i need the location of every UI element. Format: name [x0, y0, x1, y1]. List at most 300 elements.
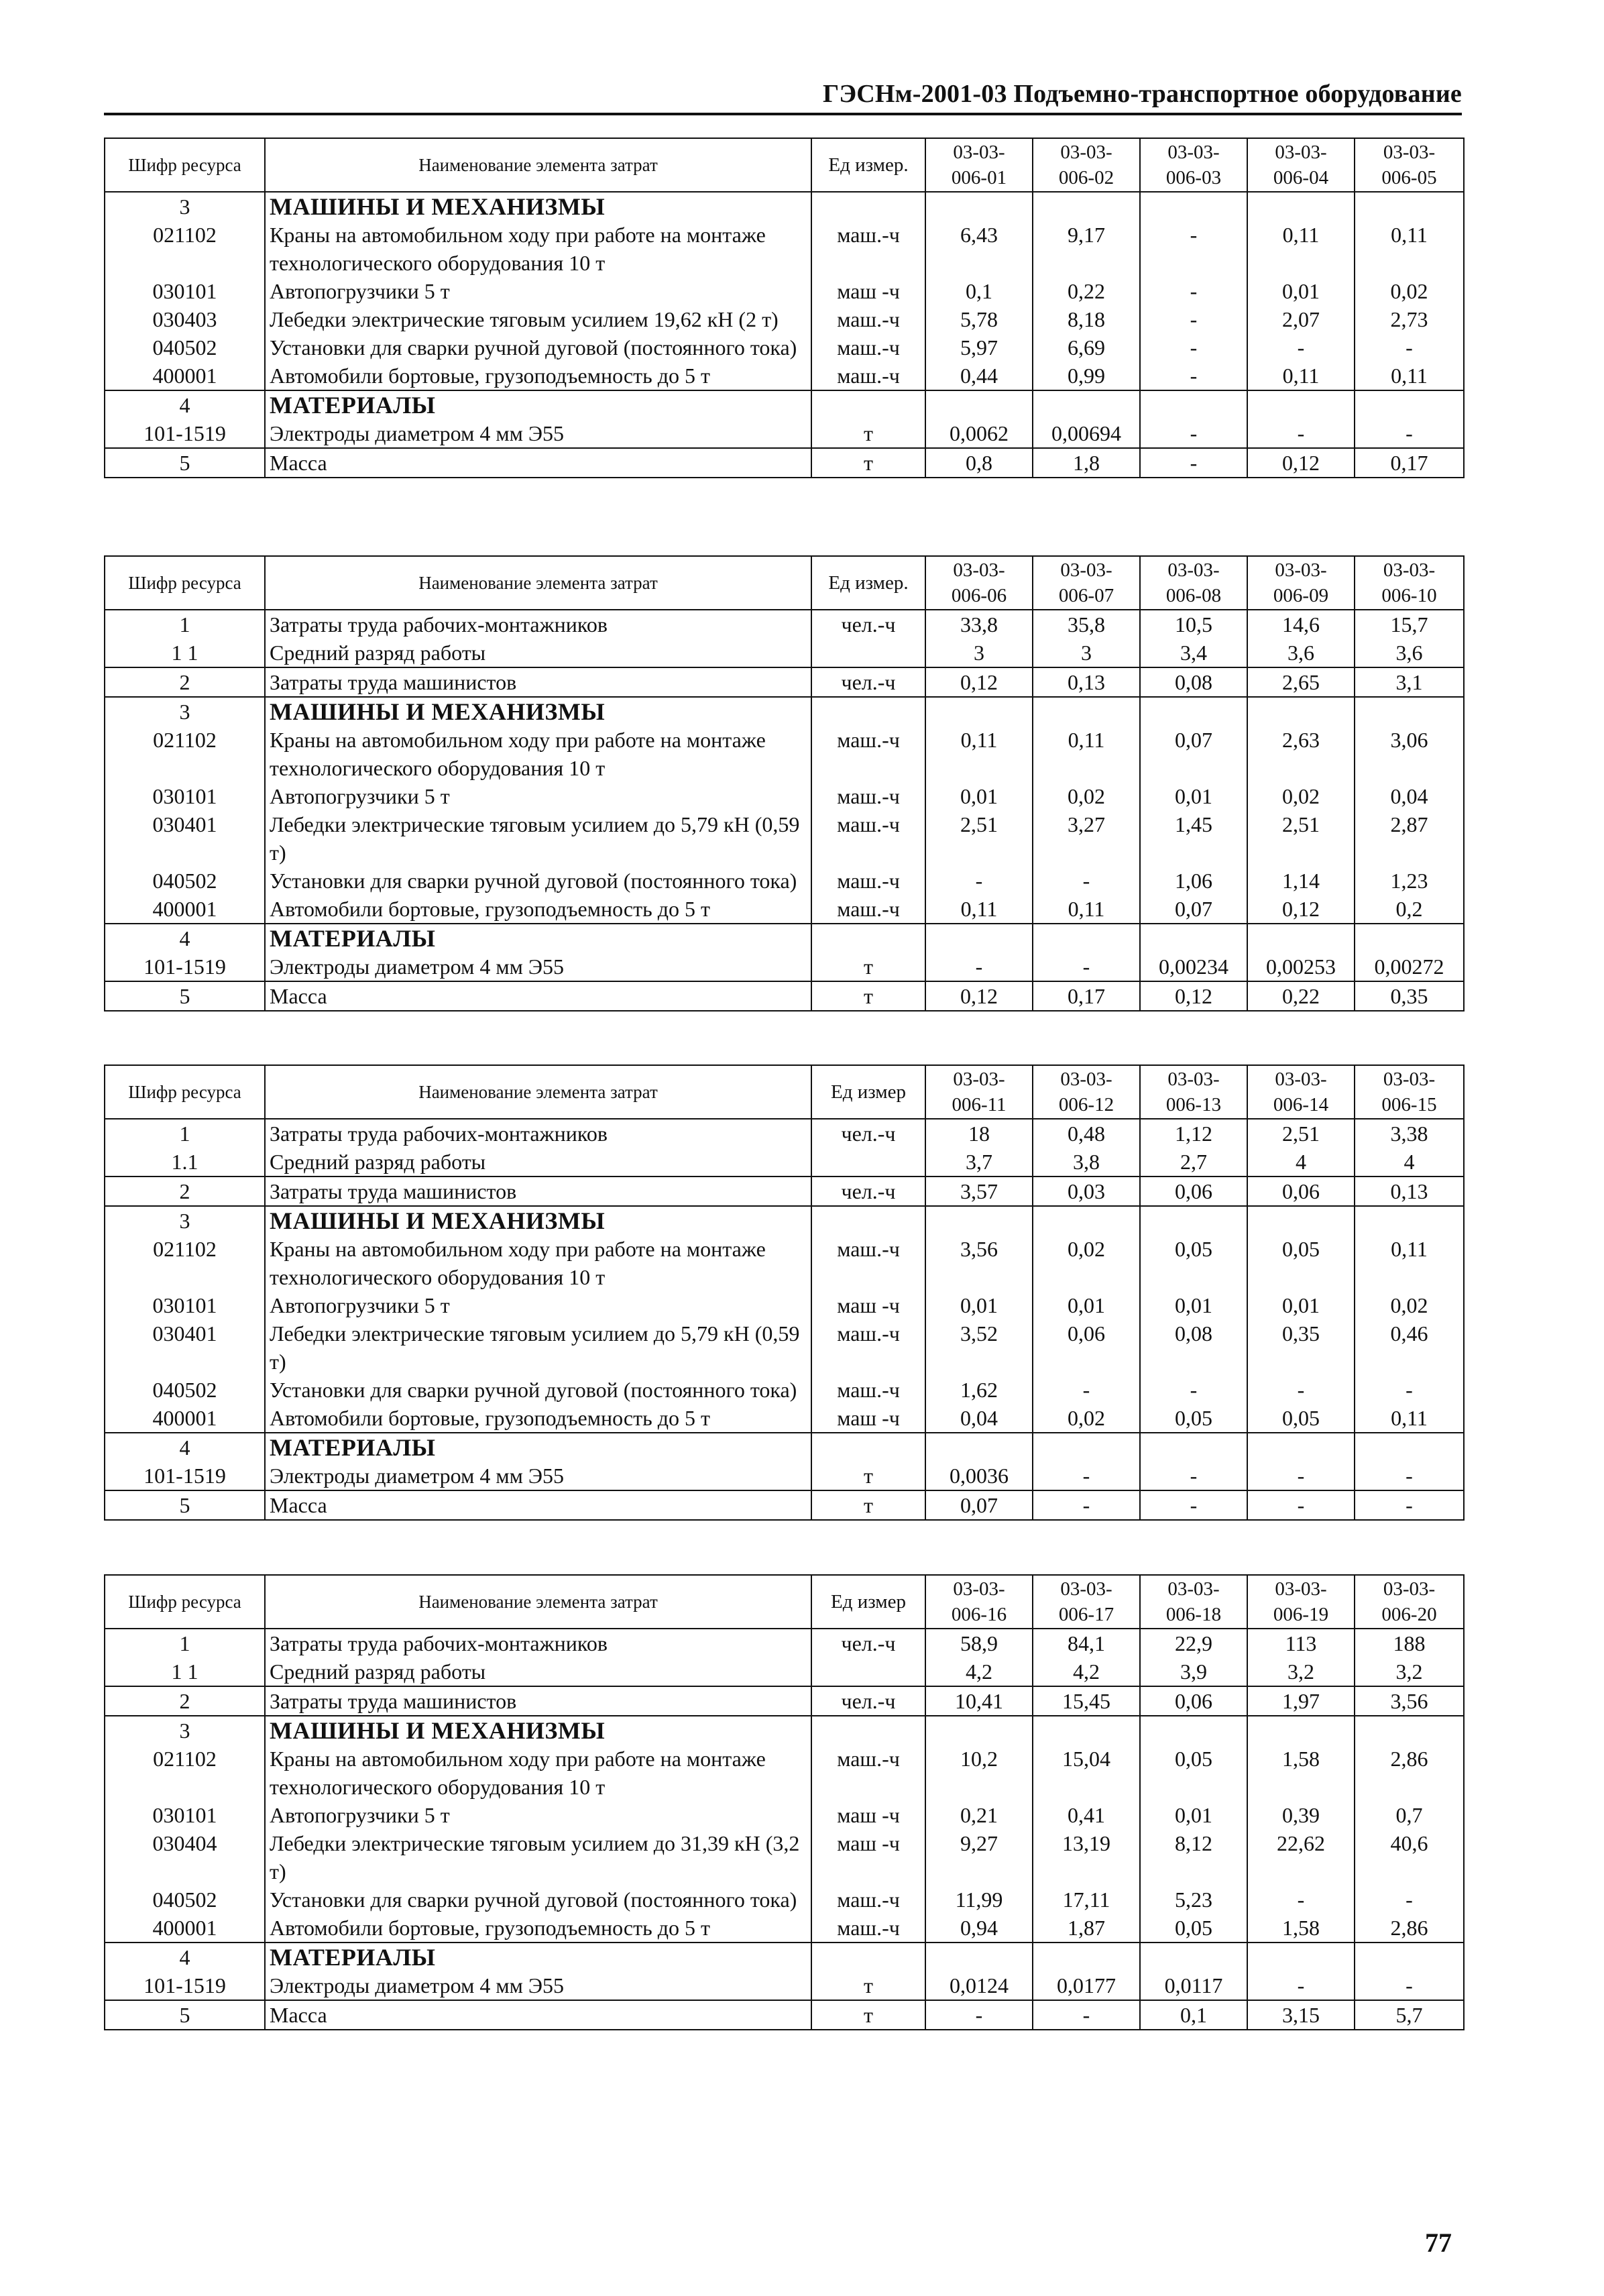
- column-header-norm: 03-03- 006-06: [925, 556, 1033, 610]
- value-cell: [1140, 1943, 1247, 1971]
- table-row: [105, 1657, 1464, 1686]
- table-row: [105, 1490, 1464, 1520]
- value-cell: 0,02: [1355, 1291, 1464, 1319]
- value-cell: 17,11: [1033, 1885, 1140, 1914]
- value-cell: 0,99: [1033, 362, 1140, 390]
- value-cell: 0,00234: [1140, 952, 1247, 981]
- value-cell: 0,17: [1033, 981, 1140, 1011]
- column-header-name: Наименование элемента затрат: [265, 1575, 811, 1629]
- resource-code: 4: [105, 924, 265, 952]
- value-cell: 0,02: [1033, 1235, 1140, 1291]
- value-cell: 0,0062: [925, 419, 1033, 448]
- resource-code: 030401: [105, 810, 265, 867]
- value-cell: 0,05: [1247, 1404, 1355, 1433]
- value-cell: 0,41: [1033, 1801, 1140, 1829]
- value-cell: 11,99: [925, 1885, 1033, 1914]
- resource-code: 040502: [105, 867, 265, 895]
- table-row: [105, 639, 1464, 667]
- resource-table-2: [104, 555, 1465, 1012]
- table-row: [105, 1801, 1464, 1829]
- resource-code: 101-1519: [105, 1971, 265, 2000]
- value-cell: [1355, 1716, 1464, 1745]
- resource-code: 030403: [105, 305, 265, 333]
- resource-code: 2: [105, 667, 265, 697]
- value-cell: [1355, 192, 1464, 221]
- value-cell: 15,7: [1355, 610, 1464, 639]
- table-row: [105, 1177, 1464, 1206]
- unit-cell: т: [811, 1490, 925, 1520]
- value-cell: -: [1033, 1376, 1140, 1404]
- section-row: [105, 390, 1464, 419]
- resource-code: 030101: [105, 277, 265, 305]
- table-row: [105, 1829, 1464, 1885]
- value-cell: [1247, 924, 1355, 952]
- value-cell: 33,8: [925, 610, 1033, 639]
- unit-cell: маш -ч: [811, 1801, 925, 1829]
- value-cell: 0,7: [1355, 1801, 1464, 1829]
- resource-code: 400001: [105, 362, 265, 390]
- value-cell: 4,2: [1033, 1657, 1140, 1686]
- resource-code: 021102: [105, 1745, 265, 1801]
- column-header-unit: Ед измер: [811, 1065, 925, 1119]
- value-cell: 0,13: [1355, 1177, 1464, 1206]
- cost-element-name: МАТЕРИАЛЫ: [265, 390, 811, 419]
- value-cell: 3,38: [1355, 1119, 1464, 1148]
- section-row: [105, 1943, 1464, 1971]
- cost-element-name: Автомобили бортовые, грузоподъемность до 5 т: [265, 895, 811, 924]
- column-header-name: Наименование элемента затрат: [265, 138, 811, 192]
- value-cell: 0,06: [1247, 1177, 1355, 1206]
- value-cell: [1355, 924, 1464, 952]
- resource-code: 1: [105, 1629, 265, 1657]
- value-cell: [1355, 1206, 1464, 1235]
- column-header-norm: 03-03- 006-11: [925, 1065, 1033, 1119]
- value-cell: 84,1: [1033, 1629, 1140, 1657]
- unit-cell: [811, 697, 925, 726]
- table-row: [105, 1291, 1464, 1319]
- value-cell: -: [1247, 419, 1355, 448]
- value-cell: 58,9: [925, 1629, 1033, 1657]
- cost-element-name: Лебедки электрические тяговым усилием до 5,79 кН (0,59 т): [265, 1319, 811, 1376]
- value-cell: -: [1247, 1971, 1355, 2000]
- value-cell: [1247, 1943, 1355, 1971]
- unit-cell: маш -ч: [811, 1404, 925, 1433]
- unit-cell: маш.-ч: [811, 1376, 925, 1404]
- cost-element-name: Лебедки электрические тяговым усилием 19,62 кН (2 т): [265, 305, 811, 333]
- value-cell: -: [1247, 1462, 1355, 1490]
- table-row: [105, 1629, 1464, 1657]
- value-cell: 0,12: [925, 667, 1033, 697]
- resource-code: 1: [105, 1119, 265, 1148]
- table-row: [105, 1745, 1464, 1801]
- value-cell: 1,8: [1033, 448, 1140, 478]
- value-cell: [925, 1943, 1033, 1971]
- value-cell: 0,05: [1140, 1745, 1247, 1801]
- unit-cell: чел.-ч: [811, 667, 925, 697]
- resource-code: 101-1519: [105, 1462, 265, 1490]
- value-cell: 0,01: [925, 1291, 1033, 1319]
- cost-element-name: Электроды диаметром 4 мм Э55: [265, 1462, 811, 1490]
- resource-code: 021102: [105, 726, 265, 782]
- value-cell: 0,05: [1140, 1404, 1247, 1433]
- column-header-norm: 03-03- 006-16: [925, 1575, 1033, 1629]
- resource-code: 4: [105, 390, 265, 419]
- resource-table-1: [104, 138, 1465, 478]
- unit-cell: маш -ч: [811, 277, 925, 305]
- unit-cell: маш.-ч: [811, 1745, 925, 1801]
- resource-table-4: [104, 1574, 1465, 2030]
- column-header-norm: 03-03- 006-05: [1355, 138, 1464, 192]
- value-cell: 0,46: [1355, 1319, 1464, 1376]
- value-cell: 15,45: [1033, 1686, 1140, 1716]
- value-cell: [1247, 1433, 1355, 1462]
- cost-element-name: Затраты труда рабочих-монтажников: [265, 610, 811, 639]
- value-cell: 2,63: [1247, 726, 1355, 782]
- value-cell: 0,22: [1033, 277, 1140, 305]
- section-row: [105, 1433, 1464, 1462]
- resource-code: 5: [105, 448, 265, 478]
- table-row: [105, 981, 1464, 1011]
- column-header-norm: 03-03- 006-08: [1140, 556, 1247, 610]
- value-cell: 2,73: [1355, 305, 1464, 333]
- unit-cell: маш.-ч: [811, 1885, 925, 1914]
- table-row: [105, 277, 1464, 305]
- cost-element-name: Средний разряд работы: [265, 1148, 811, 1177]
- table-header-row: [105, 1575, 1464, 1629]
- value-cell: [1033, 697, 1140, 726]
- cost-element-name: МАШИНЫ И МЕХАНИЗМЫ: [265, 192, 811, 221]
- value-cell: 0,04: [1355, 782, 1464, 810]
- value-cell: [1140, 924, 1247, 952]
- value-cell: 1,12: [1140, 1119, 1247, 1148]
- resource-code: 3: [105, 697, 265, 726]
- value-cell: 8,18: [1033, 305, 1140, 333]
- table-row: [105, 952, 1464, 981]
- unit-cell: маш -ч: [811, 1829, 925, 1885]
- resource-code: 101-1519: [105, 419, 265, 448]
- cost-element-name: Автопогрузчики 5 т: [265, 1291, 811, 1319]
- value-cell: 3,2: [1355, 1657, 1464, 1686]
- value-cell: 2,86: [1355, 1914, 1464, 1943]
- value-cell: [1355, 390, 1464, 419]
- value-cell: -: [1140, 448, 1247, 478]
- value-cell: [925, 1716, 1033, 1745]
- value-cell: 3,1: [1355, 667, 1464, 697]
- value-cell: [1247, 1206, 1355, 1235]
- unit-cell: [811, 1943, 925, 1971]
- value-cell: 0,21: [925, 1801, 1033, 1829]
- column-header-name: Наименование элемента затрат: [265, 556, 811, 610]
- resource-code: 3: [105, 192, 265, 221]
- value-cell: [925, 1206, 1033, 1235]
- value-cell: 5,7: [1355, 2000, 1464, 2030]
- value-cell: [925, 1433, 1033, 1462]
- column-header-norm: 03-03- 006-14: [1247, 1065, 1355, 1119]
- value-cell: 1,58: [1247, 1914, 1355, 1943]
- table-row: [105, 1686, 1464, 1716]
- table-row: [105, 726, 1464, 782]
- column-header-norm: 03-03- 006-12: [1033, 1065, 1140, 1119]
- value-cell: -: [1033, 952, 1140, 981]
- value-cell: [1140, 1433, 1247, 1462]
- value-cell: 3,57: [925, 1177, 1033, 1206]
- value-cell: 13,19: [1033, 1829, 1140, 1885]
- value-cell: -: [1355, 333, 1464, 362]
- value-cell: 3,6: [1247, 639, 1355, 667]
- value-cell: -: [925, 2000, 1033, 2030]
- unit-cell: [811, 639, 925, 667]
- value-cell: 3,56: [925, 1235, 1033, 1291]
- resource-code: 021102: [105, 221, 265, 277]
- unit-cell: маш.-ч: [811, 895, 925, 924]
- value-cell: [1140, 390, 1247, 419]
- value-cell: 0,02: [1355, 277, 1464, 305]
- unit-cell: чел.-ч: [811, 1629, 925, 1657]
- table-row: [105, 782, 1464, 810]
- table-header-row: [105, 1065, 1464, 1119]
- resource-code: 1 1: [105, 639, 265, 667]
- unit-cell: т: [811, 1462, 925, 1490]
- value-cell: [1355, 1943, 1464, 1971]
- cost-element-name: МАШИНЫ И МЕХАНИЗМЫ: [265, 1716, 811, 1745]
- value-cell: [1247, 192, 1355, 221]
- unit-cell: [811, 1716, 925, 1745]
- value-cell: 4: [1355, 1148, 1464, 1177]
- cost-element-name: Масса: [265, 981, 811, 1011]
- value-cell: 22,9: [1140, 1629, 1247, 1657]
- value-cell: 0,05: [1140, 1235, 1247, 1291]
- column-header-unit: Ед измер.: [811, 556, 925, 610]
- unit-cell: маш.-ч: [811, 1914, 925, 1943]
- column-header-code: Шифр ресурса: [105, 556, 265, 610]
- unit-cell: чел.-ч: [811, 610, 925, 639]
- cost-element-name: Электроды диаметром 4 мм Э55: [265, 952, 811, 981]
- value-cell: [1140, 1206, 1247, 1235]
- unit-cell: т: [811, 2000, 925, 2030]
- cost-element-name: МАШИНЫ И МЕХАНИЗМЫ: [265, 697, 811, 726]
- unit-cell: чел.-ч: [811, 1686, 925, 1716]
- value-cell: 0,48: [1033, 1119, 1140, 1148]
- resource-code: 3: [105, 1206, 265, 1235]
- cost-element-name: МАТЕРИАЛЫ: [265, 1943, 811, 1971]
- table-row: [105, 1148, 1464, 1177]
- value-cell: 0,11: [1355, 362, 1464, 390]
- unit-cell: маш.-ч: [811, 867, 925, 895]
- page-number: 77: [1425, 2228, 1452, 2258]
- section-row: [105, 697, 1464, 726]
- value-cell: [1033, 1433, 1140, 1462]
- table-row: [105, 419, 1464, 448]
- unit-cell: маш.-ч: [811, 1235, 925, 1291]
- unit-cell: маш.-ч: [811, 333, 925, 362]
- cost-element-name: МАШИНЫ И МЕХАНИЗМЫ: [265, 1206, 811, 1235]
- column-header-code: Шифр ресурса: [105, 1575, 265, 1629]
- resource-code: 5: [105, 2000, 265, 2030]
- cost-element-name: Краны на автомобильном ходу при работе на монтаже технологического оборудования 10 т: [265, 726, 811, 782]
- unit-cell: [811, 1657, 925, 1686]
- cost-element-name: Средний разряд работы: [265, 639, 811, 667]
- resource-code: 400001: [105, 895, 265, 924]
- value-cell: 6,69: [1033, 333, 1140, 362]
- column-header-code: Шифр ресурса: [105, 138, 265, 192]
- cost-element-name: Установки для сварки ручной дуговой (постоянного тока): [265, 867, 811, 895]
- value-cell: 1,62: [925, 1376, 1033, 1404]
- column-header-norm: 03-03- 006-15: [1355, 1065, 1464, 1119]
- value-cell: 10,5: [1140, 610, 1247, 639]
- section-row: [105, 1206, 1464, 1235]
- value-cell: -: [1355, 1376, 1464, 1404]
- value-cell: -: [1033, 2000, 1140, 2030]
- column-header-norm: 03-03- 006-03: [1140, 138, 1247, 192]
- table-row: [105, 305, 1464, 333]
- value-cell: 0,06: [1140, 1686, 1247, 1716]
- value-cell: 0,0177: [1033, 1971, 1140, 2000]
- value-cell: -: [1140, 1376, 1247, 1404]
- value-cell: 0,94: [925, 1914, 1033, 1943]
- value-cell: -: [925, 952, 1033, 981]
- cost-element-name: Краны на автомобильном ходу при работе на монтаже технологического оборудования 10 т: [265, 1235, 811, 1291]
- section-row: [105, 192, 1464, 221]
- cost-element-name: Затраты труда машинистов: [265, 1686, 811, 1716]
- resource-code: 1 1: [105, 1657, 265, 1686]
- value-cell: 0,12: [1247, 895, 1355, 924]
- value-cell: 0,11: [1033, 726, 1140, 782]
- value-cell: -: [1033, 1490, 1140, 1520]
- value-cell: 1,06: [1140, 867, 1247, 895]
- section-row: [105, 1716, 1464, 1745]
- value-cell: 113: [1247, 1629, 1355, 1657]
- value-cell: 0,1: [925, 277, 1033, 305]
- value-cell: 0,35: [1355, 981, 1464, 1011]
- unit-cell: маш.-ч: [811, 221, 925, 277]
- value-cell: 0,11: [1247, 362, 1355, 390]
- value-cell: 0,03: [1033, 1177, 1140, 1206]
- cost-element-name: Краны на автомобильном ходу при работе на монтаже технологического оборудования 10 т: [265, 1745, 811, 1801]
- value-cell: 0,01: [1140, 1801, 1247, 1829]
- unit-cell: [811, 1148, 925, 1177]
- resource-table-3: [104, 1064, 1465, 1521]
- column-header-norm: 03-03- 006-10: [1355, 556, 1464, 610]
- value-cell: -: [925, 867, 1033, 895]
- resource-code: 040502: [105, 1885, 265, 1914]
- running-header-title: ГЭСНм-2001-03 Подъемно-транспортное оборудование: [822, 80, 1462, 108]
- value-cell: [1033, 390, 1140, 419]
- value-cell: -: [1247, 1885, 1355, 1914]
- table-row: [105, 1971, 1464, 2000]
- table-row: [105, 667, 1464, 697]
- value-cell: [1140, 1716, 1247, 1745]
- value-cell: -: [1247, 1490, 1355, 1520]
- table-row: [105, 1404, 1464, 1433]
- value-cell: 0,0117: [1140, 1971, 1247, 2000]
- table-row: [105, 810, 1464, 867]
- value-cell: [1033, 192, 1140, 221]
- cost-element-name: Электроды диаметром 4 мм Э55: [265, 1971, 811, 2000]
- value-cell: 0,06: [1033, 1319, 1140, 1376]
- cost-element-name: Установки для сварки ручной дуговой (постоянного тока): [265, 1376, 811, 1404]
- cost-element-name: МАТЕРИАЛЫ: [265, 1433, 811, 1462]
- resource-code: 4: [105, 1433, 265, 1462]
- value-cell: -: [1247, 333, 1355, 362]
- value-cell: -: [1033, 867, 1140, 895]
- resource-code: 030401: [105, 1319, 265, 1376]
- table-header-row: [105, 138, 1464, 192]
- resource-code: 400001: [105, 1404, 265, 1433]
- value-cell: -: [1033, 1462, 1140, 1490]
- value-cell: -: [1355, 1971, 1464, 2000]
- value-cell: 0,05: [1140, 1914, 1247, 1943]
- column-header-norm: 03-03- 006-19: [1247, 1575, 1355, 1629]
- table-row: [105, 610, 1464, 639]
- table-row: [105, 2000, 1464, 2030]
- table-row: [105, 1319, 1464, 1376]
- unit-cell: [811, 390, 925, 419]
- value-cell: 0,13: [1033, 667, 1140, 697]
- value-cell: [1247, 1716, 1355, 1745]
- section-row: [105, 924, 1464, 952]
- value-cell: -: [1355, 1885, 1464, 1914]
- value-cell: 2,7: [1140, 1148, 1247, 1177]
- cost-element-name: Лебедки электрические тяговым усилием до 5,79 кН (0,59 т): [265, 810, 811, 867]
- value-cell: 2,07: [1247, 305, 1355, 333]
- value-cell: 3,8: [1033, 1148, 1140, 1177]
- unit-cell: маш -ч: [811, 1291, 925, 1319]
- cost-element-name: Средний разряд работы: [265, 1657, 811, 1686]
- resource-code: 1: [105, 610, 265, 639]
- value-cell: 0,2: [1355, 895, 1464, 924]
- resource-code: 030404: [105, 1829, 265, 1885]
- value-cell: 0,00253: [1247, 952, 1355, 981]
- value-cell: -: [1140, 277, 1247, 305]
- value-cell: 2,87: [1355, 810, 1464, 867]
- value-cell: 0,01: [1247, 277, 1355, 305]
- value-cell: 2,65: [1247, 667, 1355, 697]
- value-cell: 3,27: [1033, 810, 1140, 867]
- column-header-code: Шифр ресурса: [105, 1065, 265, 1119]
- value-cell: 2,51: [1247, 810, 1355, 867]
- column-header-norm: 03-03- 006-17: [1033, 1575, 1140, 1629]
- column-header-norm: 03-03- 006-02: [1033, 138, 1140, 192]
- value-cell: [1033, 924, 1140, 952]
- value-cell: 22,62: [1247, 1829, 1355, 1885]
- value-cell: -: [1355, 1462, 1464, 1490]
- value-cell: 0,12: [925, 981, 1033, 1011]
- value-cell: 0,08: [1140, 1319, 1247, 1376]
- cost-element-name: Электроды диаметром 4 мм Э55: [265, 419, 811, 448]
- cost-element-name: Затраты труда рабочих-монтажников: [265, 1629, 811, 1657]
- value-cell: -: [1140, 221, 1247, 277]
- resource-code: 2: [105, 1686, 265, 1716]
- value-cell: 0,07: [1140, 726, 1247, 782]
- resource-code: 4: [105, 1943, 265, 1971]
- resource-code: 5: [105, 981, 265, 1011]
- value-cell: 3: [925, 639, 1033, 667]
- resource-code: 040502: [105, 333, 265, 362]
- unit-cell: т: [811, 448, 925, 478]
- cost-element-name: Автомобили бортовые, грузоподъемность до 5 т: [265, 362, 811, 390]
- value-cell: 0,01: [1247, 1291, 1355, 1319]
- table-row: [105, 1914, 1464, 1943]
- value-cell: 0,08: [1140, 667, 1247, 697]
- unit-cell: чел.-ч: [811, 1119, 925, 1148]
- value-cell: -: [1355, 1490, 1464, 1520]
- value-cell: [925, 390, 1033, 419]
- cost-element-name: Краны на автомобильном ходу при работе на монтаже технологического оборудования 10 т: [265, 221, 811, 277]
- table-row: [105, 1235, 1464, 1291]
- cost-element-name: Автопогрузчики 5 т: [265, 1801, 811, 1829]
- value-cell: 0,11: [1247, 221, 1355, 277]
- value-cell: 0,01: [1140, 782, 1247, 810]
